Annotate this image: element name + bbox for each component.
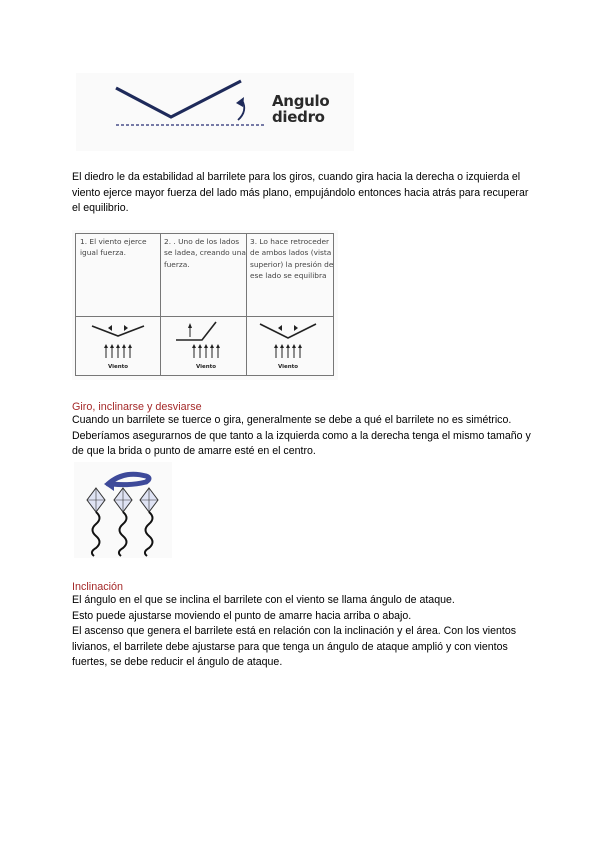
inclinacion-line-3: El ascenso que genera el barrilete está en relación con la inclinación y el área. Con los vientos livianos, el barrilete debe ajustarse para que tenga un ángulo de ataque amplió y con vientos fuertes, se debe reducir el ángulo de ataque. bbox=[72, 625, 517, 668]
rotating-kites-figure bbox=[74, 462, 172, 558]
table-cell-1: 1. El viento ejerce igual fuerza. bbox=[80, 237, 147, 258]
rotating-kites-diagram bbox=[74, 462, 172, 558]
heading-inclinacion: Inclinación bbox=[72, 581, 124, 593]
paragraph-inclinacion bbox=[72, 593, 532, 671]
paragraph-giro: Cuando un barrilete se tuerce o gira, generalmente se debe a qué el barrilete no es simétrico. Deberíamos asegurarnos de que tanto a la izquierda como a la derecha tenga el mismo tamaño y de que la brida o punto de amarre esté en el centro. bbox=[72, 414, 531, 457]
dihedral-angle-figure bbox=[76, 73, 354, 151]
wind-force-table bbox=[75, 233, 334, 376]
wind-label-2: Viento bbox=[195, 364, 217, 370]
kite-dihedral-lines bbox=[116, 81, 241, 117]
wind-label-3: Viento bbox=[277, 364, 299, 370]
dihedral-label-line2: diedro bbox=[272, 108, 325, 126]
angle-arrow-head bbox=[236, 97, 244, 107]
kite-diagram-2 bbox=[172, 320, 238, 372]
dihedral-label bbox=[272, 93, 352, 125]
inclinacion-line-1: El ángulo en el que se inclina el barrilete con el viento se llama ángulo de ataque. bbox=[72, 594, 455, 606]
kite-diagram-1 bbox=[86, 320, 152, 372]
kite-tails bbox=[92, 512, 153, 556]
wind-label-1: Viento bbox=[107, 364, 129, 370]
table-divider bbox=[246, 234, 247, 375]
table-row-divider bbox=[76, 316, 333, 317]
inclinacion-line-2: Esto puede ajustarse moviendo el punto de amarre hacia arriba o abajo. bbox=[72, 609, 412, 622]
heading-giro: Giro, inclinarse y desviarse bbox=[72, 401, 202, 413]
table-divider bbox=[160, 234, 161, 375]
rotation-arrow-head bbox=[104, 477, 114, 491]
table-cell-2: 2. . Uno de los lados se ladea, creando una fuerza. bbox=[164, 237, 246, 269]
dihedral-label-line1: Angulo bbox=[272, 92, 330, 110]
table-cell-3: 3. Lo hace retroceder de ambos lados (vista superior) la presión de ese lado se equilibra bbox=[250, 237, 334, 280]
wind-force-table-figure bbox=[72, 230, 338, 380]
paragraph-diedro: El diedro le da estabilidad al barrilete para los giros, cuando gira hacia la derecha o izquierda el viento ejerce mayor fuerza del lado más plano, empujándolo entonces hacia atrás para recuperar el equilibrio. bbox=[72, 171, 529, 214]
rotation-arrow bbox=[108, 474, 149, 484]
kite-diagram-3 bbox=[256, 320, 322, 372]
